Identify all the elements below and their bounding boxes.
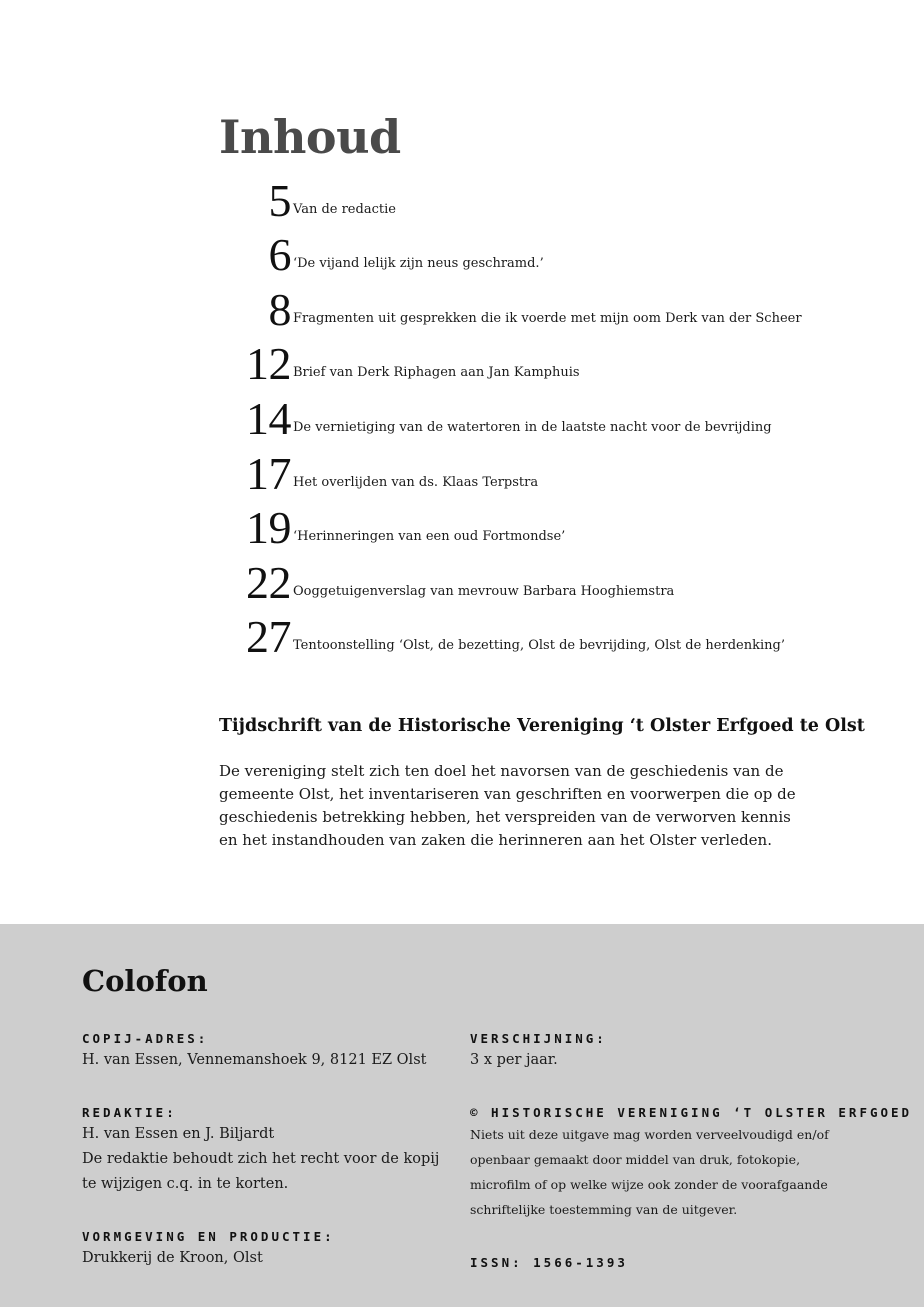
toc-item[interactable] [219,446,839,501]
toc-page-number: 8 [268,283,291,335]
toc-item[interactable] [219,228,839,283]
toc-item[interactable] [219,610,839,665]
copyright-block [470,1104,912,1222]
issn-block [470,1254,628,1272]
toc-page-number: 14 [246,392,291,444]
editorial-block [82,1104,439,1197]
contents-title: Inhoud [219,110,401,164]
toc-item[interactable] [219,282,839,337]
issn-label: ISSN: 1566-1393 [470,1255,628,1270]
copyright-label: © HISTORISCHE VERENIGING ‘T OLSTER ERFGOED [470,1105,913,1120]
frequency-label: VERSCHIJNING: [470,1031,607,1046]
copyright-line: schriftelijke toestemming van de uitgever. [470,1202,738,1217]
toc-list [219,173,839,664]
toc-item-title: Fragmenten uit gesprekken die ik voerde met mijn oom Derk van der Scheer [293,310,802,326]
toc-item[interactable] [219,173,839,228]
toc-item-title: De vernietiging van de watertoren in de laatste nacht voor de bevrijding [293,419,772,435]
toc-page-number: 27 [246,611,291,663]
toc-item[interactable] [219,501,839,556]
copyright-line: microfilm of op welke wijze ook zonder de voorafgaande [470,1177,828,1192]
design-label: VORMGEVING EN PRODUCTIE: [82,1229,335,1244]
colofon-title: Colofon [82,964,208,998]
toc-page-number: 19 [246,502,291,554]
copyright-line: Niets uit deze uitgave mag worden verveelvoudigd en/of [470,1127,829,1142]
toc-item[interactable] [219,555,839,610]
table-of-contents [219,108,819,663]
toc-item-title: Tentoonstelling ‘Olst, de bezetting, Olst de bevrijding, Olst de herdenking’ [293,638,785,654]
journal-description: De vereniging stelt zich ten doel het navorsen van de geschiedenis van de gemeente Olst, het inventariseren van geschriften en voorwerpen die op de geschiedenis betrekking hebben, het verspreiden van de verworven kennis en het instandhouden van zaken die herinneren aan het Olster verleden. [219,762,796,849]
toc-item-title: Brief van Derk Riphagen aan Jan Kamphuis [293,365,580,381]
toc-page-number: 17 [246,447,291,499]
toc-page-number: 22 [246,556,291,608]
copy-address-block [82,1030,426,1073]
copy-address-label: COPIJ-ADRES: [82,1031,209,1046]
toc-item-title: ‘De vijand lelijk zijn neus geschramd.’ [293,256,544,272]
design-block [82,1228,335,1271]
toc-item[interactable] [219,391,839,446]
editorial-names: H. van Essen en J. Biljardt [82,1126,275,1142]
frequency-block [470,1030,607,1073]
toc-page-number: 6 [268,229,291,281]
toc-page-number: 12 [246,338,291,390]
editorial-note-line: De redaktie behoudt zich het recht voor de kopij [82,1151,440,1167]
toc-item-title: Het overlijden van ds. Klaas Terpstra [293,474,539,490]
toc-item-title: Van de redactie [293,201,396,217]
copyright-line: openbaar gemaakt door middel van druk, fotokopie, [470,1152,801,1167]
editorial-label: REDAKTIE: [82,1105,177,1120]
editorial-note-line: te wijzigen c.q. in te korten. [82,1176,289,1192]
toc-item[interactable] [219,337,839,392]
journal-heading: Tijdschrift van de Historische Vereniging ‘t Olster Erfgoed te Olst [219,716,865,736]
toc-item-title: ‘Herinneringen van een oud Fortmondse’ [293,529,566,545]
copy-address-value: H. van Essen, Vennemanshoek 9, 8121 EZ Olst [82,1052,427,1068]
toc-page-number: 5 [268,174,291,226]
design-value: Drukkerij de Kroon, Olst [82,1250,263,1266]
frequency-value: 3 x per jaar. [470,1052,558,1068]
toc-item-title: Ooggetuigenverslag van mevrouw Barbara Hooghiemstra [293,583,675,599]
colofon-panel [0,924,924,1307]
